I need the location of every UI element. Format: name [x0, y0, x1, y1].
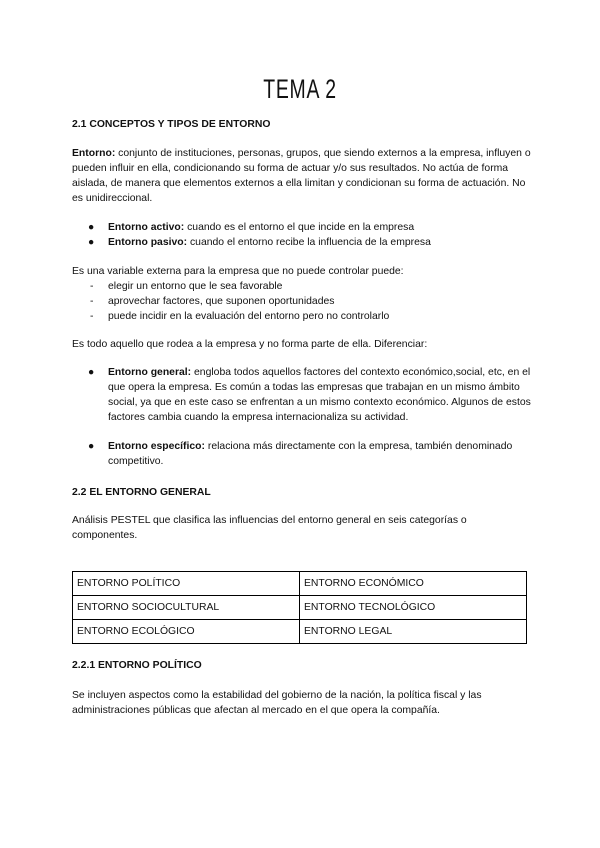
dash-icon: -: [90, 296, 94, 307]
diferenciar-text: Es todo aquello que rodea a la empresa y no forma parte de ella. Diferenciar:: [72, 339, 428, 350]
bullet-icon: ●: [88, 367, 95, 378]
dash-item: - elegir un entorno que le sea favorable: [90, 281, 283, 292]
bullet-text: cuando es el entorno el que incide en la empresa: [184, 222, 415, 233]
bullet-text: cuando el entorno recibe la influencia de la empresa: [187, 237, 431, 248]
entorno-definition: [72, 146, 532, 206]
bullet-entorno-especifico: [88, 439, 532, 469]
politico-text: Se incluyen aspectos como la estabilidad del gobierno de la nación, la política fiscal y las administraciones públicas que afectan al mercado en el que opera la compañía.: [72, 690, 482, 716]
section-heading-2-2: 2.2 EL ENTORNO GENERAL: [72, 487, 211, 498]
table-cell: ENTORNO POLÍTICO: [73, 572, 300, 596]
bullet-term: Entorno activo:: [108, 222, 185, 233]
table-cell: ENTORNO SOCIOCULTURAL: [73, 596, 300, 620]
bullet-text: relaciona más directamente con la empresa, también denominado competitivo.: [108, 441, 513, 467]
variable-intro: Es una variable externa para la empresa que no puede controlar puede:: [72, 266, 404, 277]
bullet-term: Entorno pasivo:: [108, 237, 188, 248]
bullet-entorno-general: [88, 365, 532, 425]
dash-item: - puede incidir en la evaluación del entorno pero no controlarlo: [90, 311, 390, 322]
definition-term: Entorno:: [72, 148, 116, 159]
table-cell: ENTORNO LEGAL: [300, 620, 527, 644]
table-cell: ENTORNO ECOLÓGICO: [73, 620, 300, 644]
bullet-icon: ●: [88, 222, 95, 233]
bullet-term: Entorno general:: [108, 367, 192, 378]
bullet-icon: ●: [88, 441, 95, 452]
pestel-intro: Análisis PESTEL que clasifica las influencias del entorno general en seis categorías o componentes.: [72, 515, 467, 541]
bullet-text: engloba todos aquellos factores del contexto económico,social, etc, en el que opera la empresa. Es común a todas las empresas que trabajan en un mismo ámbito social, ya que en este caso se enfrentan a un mismo contexto económico. Algunos de estos factores cambia cuando la empresa internacionaliza su actividad.: [108, 367, 531, 423]
dash-icon: -: [90, 281, 94, 292]
dash-item: - aprovechar factores, que suponen oportunidades: [90, 296, 335, 307]
pestel-table: [72, 571, 527, 644]
table-row: [73, 596, 527, 620]
definition-text: conjunto de instituciones, personas, grupos, que siendo externos a la empresa, influyen o pueden influir en ella, condicionando su forma de actuar y/o sus resultados. No actúa de forma aislada, de manera que elementos externos a ella limitan y condicionan su forma de actuación. No es unidireccional.: [72, 148, 531, 204]
page-title: TEMA 2: [263, 74, 337, 104]
table-row: [73, 572, 527, 596]
table-cell: ENTORNO TECNOLÓGICO: [300, 596, 527, 620]
table-row: [73, 620, 527, 644]
table-cell: ENTORNO ECONÓMICO: [300, 572, 527, 596]
section-heading-2-2-1: 2.2.1 ENTORNO POLÍTICO: [72, 660, 202, 671]
bullet-term: Entorno específico:: [108, 441, 205, 452]
dash-icon: -: [90, 311, 94, 322]
bullet-entorno-pasivo: [88, 235, 532, 250]
bullet-icon: ●: [88, 237, 95, 248]
bullet-entorno-activo: [88, 220, 532, 235]
section-heading-2-1: 2.1 CONCEPTOS Y TIPOS DE ENTORNO: [72, 119, 271, 130]
